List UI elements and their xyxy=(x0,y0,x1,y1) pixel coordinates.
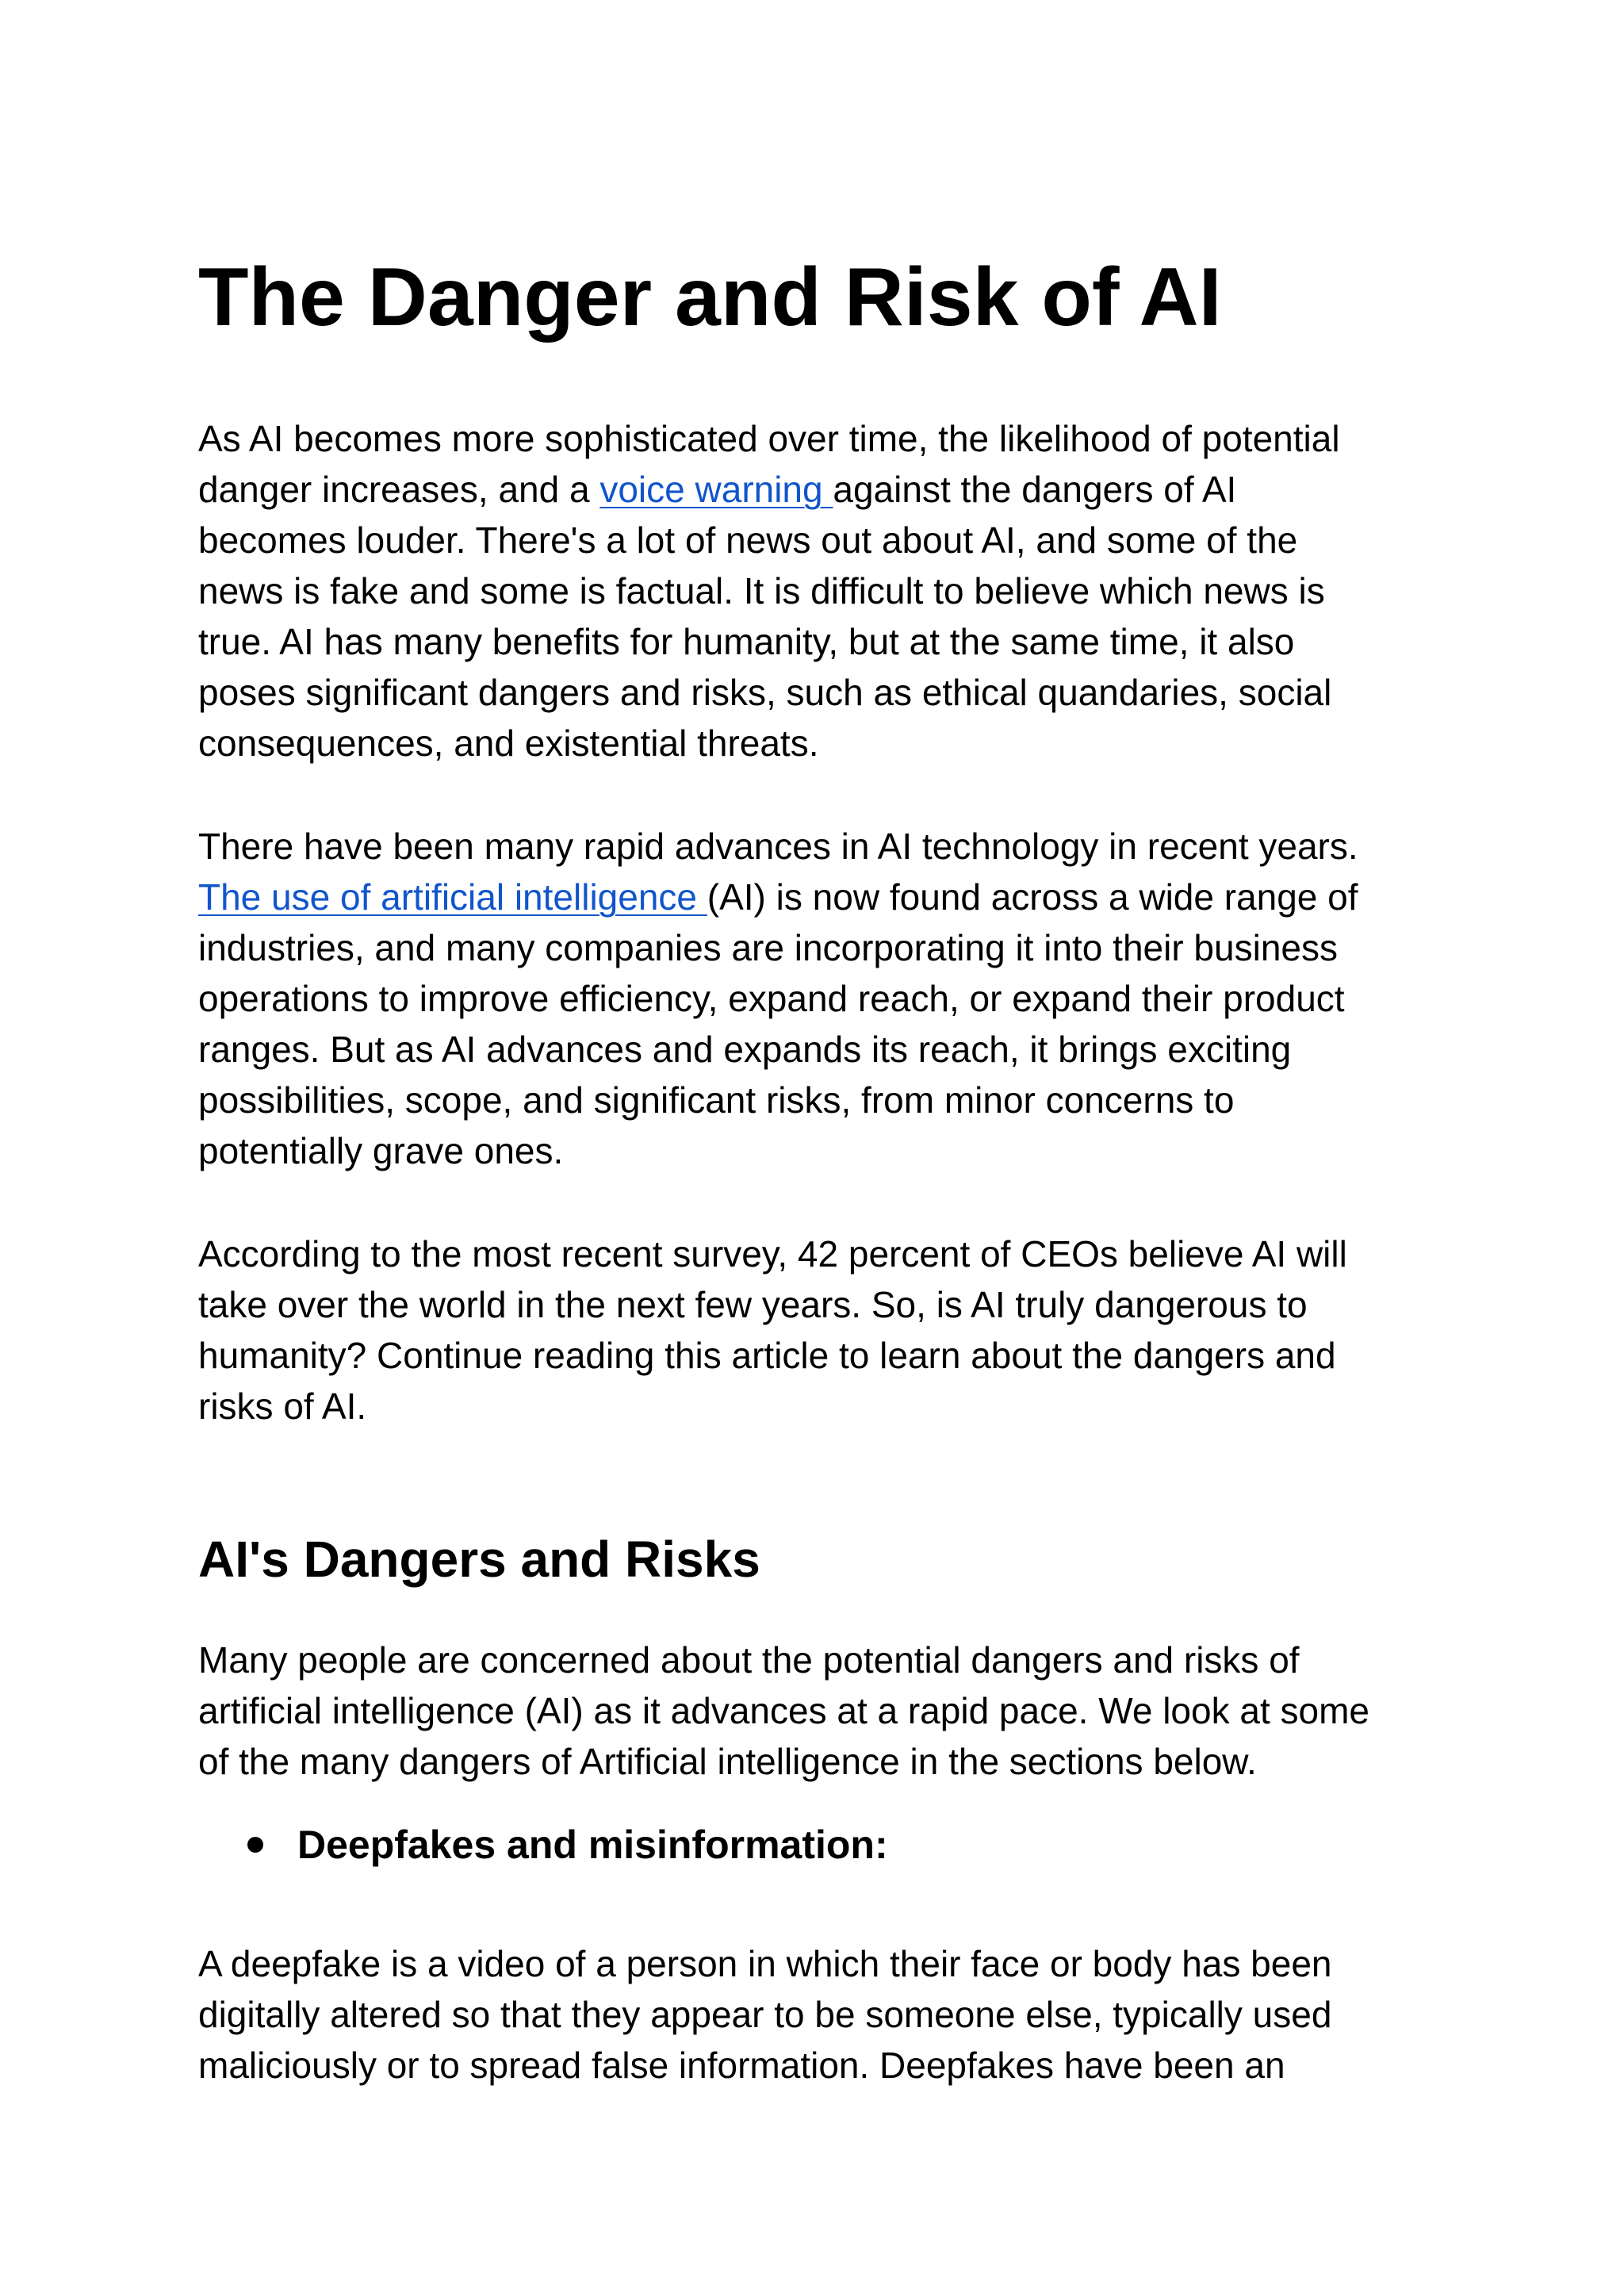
intro-paragraph xyxy=(198,413,1451,769)
intro-line-2-post: against the dangers of AI xyxy=(833,469,1237,510)
advances-line-3: industries, and many companies are incorporating it into their business xyxy=(198,927,1338,968)
survey-line-3: humanity? Continue reading this article to learn about the dangers and xyxy=(198,1335,1336,1376)
advances-line-6: possibilities, scope, and significant risks, from minor concerns to xyxy=(198,1079,1235,1121)
bullet-list-item xyxy=(247,1819,888,1870)
intro-line-6: poses significant dangers and risks, such as ethical quandaries, social xyxy=(198,672,1332,713)
section-heading: AI's Dangers and Risks xyxy=(198,1531,760,1588)
intro-line-1: As AI becomes more sophisticated over time, the likelihood of potential xyxy=(198,418,1340,459)
intro-line-4: news is fake and some is factual. It is difficult to believe which news is xyxy=(198,570,1325,611)
intro-line-2-pre: danger increases, and a xyxy=(198,469,600,510)
section-intro-line-2: artificial intelligence (AI) as it advances at a rapid pace. We look at some xyxy=(198,1690,1369,1731)
survey-paragraph xyxy=(198,1228,1451,1432)
page-title: The Danger and Risk of AI xyxy=(198,251,1222,343)
advances-line-1: There have been many rapid advances in AI technology in recent years. xyxy=(198,826,1358,867)
deepfake-line-2: digitally altered so that they appear to be someone else, typically used xyxy=(198,1994,1332,2035)
advances-line-2 xyxy=(198,872,1451,922)
deepfake-line-1: A deepfake is a video of a person in which their face or body has been xyxy=(198,1943,1332,1984)
survey-line-2: take over the world in the next few years. So, is AI truly dangerous to xyxy=(198,1284,1308,1325)
intro-line-3: becomes louder. There's a lot of news out about AI, and some of the xyxy=(198,519,1298,561)
section-intro-line-3: of the many dangers of Artificial intelligence in the sections below. xyxy=(198,1741,1257,1782)
advances-paragraph xyxy=(198,821,1451,1176)
advances-line-4: operations to improve efficiency, expand reach, or expand their product xyxy=(198,978,1345,1019)
advances-line-2-post: (AI) is now found across a wide range of xyxy=(707,876,1358,918)
intro-line-2 xyxy=(198,464,1451,515)
advances-line-7: potentially grave ones. xyxy=(198,1130,564,1171)
deepfake-line-3: maliciously or to spread false information. Deepfakes have been an xyxy=(198,2045,1285,2086)
survey-line-4: risks of AI. xyxy=(198,1386,367,1427)
deepfake-paragraph xyxy=(198,1938,1451,2091)
advances-line-5: ranges. But as AI advances and expands its reach, it brings exciting xyxy=(198,1029,1292,1070)
intro-line-5: true. AI has many benefits for humanity, but at the same time, it also xyxy=(198,621,1295,662)
section-intro-line-1: Many people are concerned about the potential dangers and risks of xyxy=(198,1639,1300,1681)
bullet-item-label: Deepfakes and misinformation: xyxy=(297,1823,888,1867)
section-intro-paragraph xyxy=(198,1635,1451,1787)
bullet-icon xyxy=(247,1837,263,1853)
intro-line-7: consequences, and existential threats. xyxy=(198,723,819,764)
voice-warning-link[interactable]: voice warning xyxy=(599,469,833,510)
use-of-ai-link[interactable]: The use of artificial intelligence xyxy=(198,876,707,918)
survey-line-1: According to the most recent survey, 42 percent of CEOs believe AI will xyxy=(198,1233,1347,1274)
